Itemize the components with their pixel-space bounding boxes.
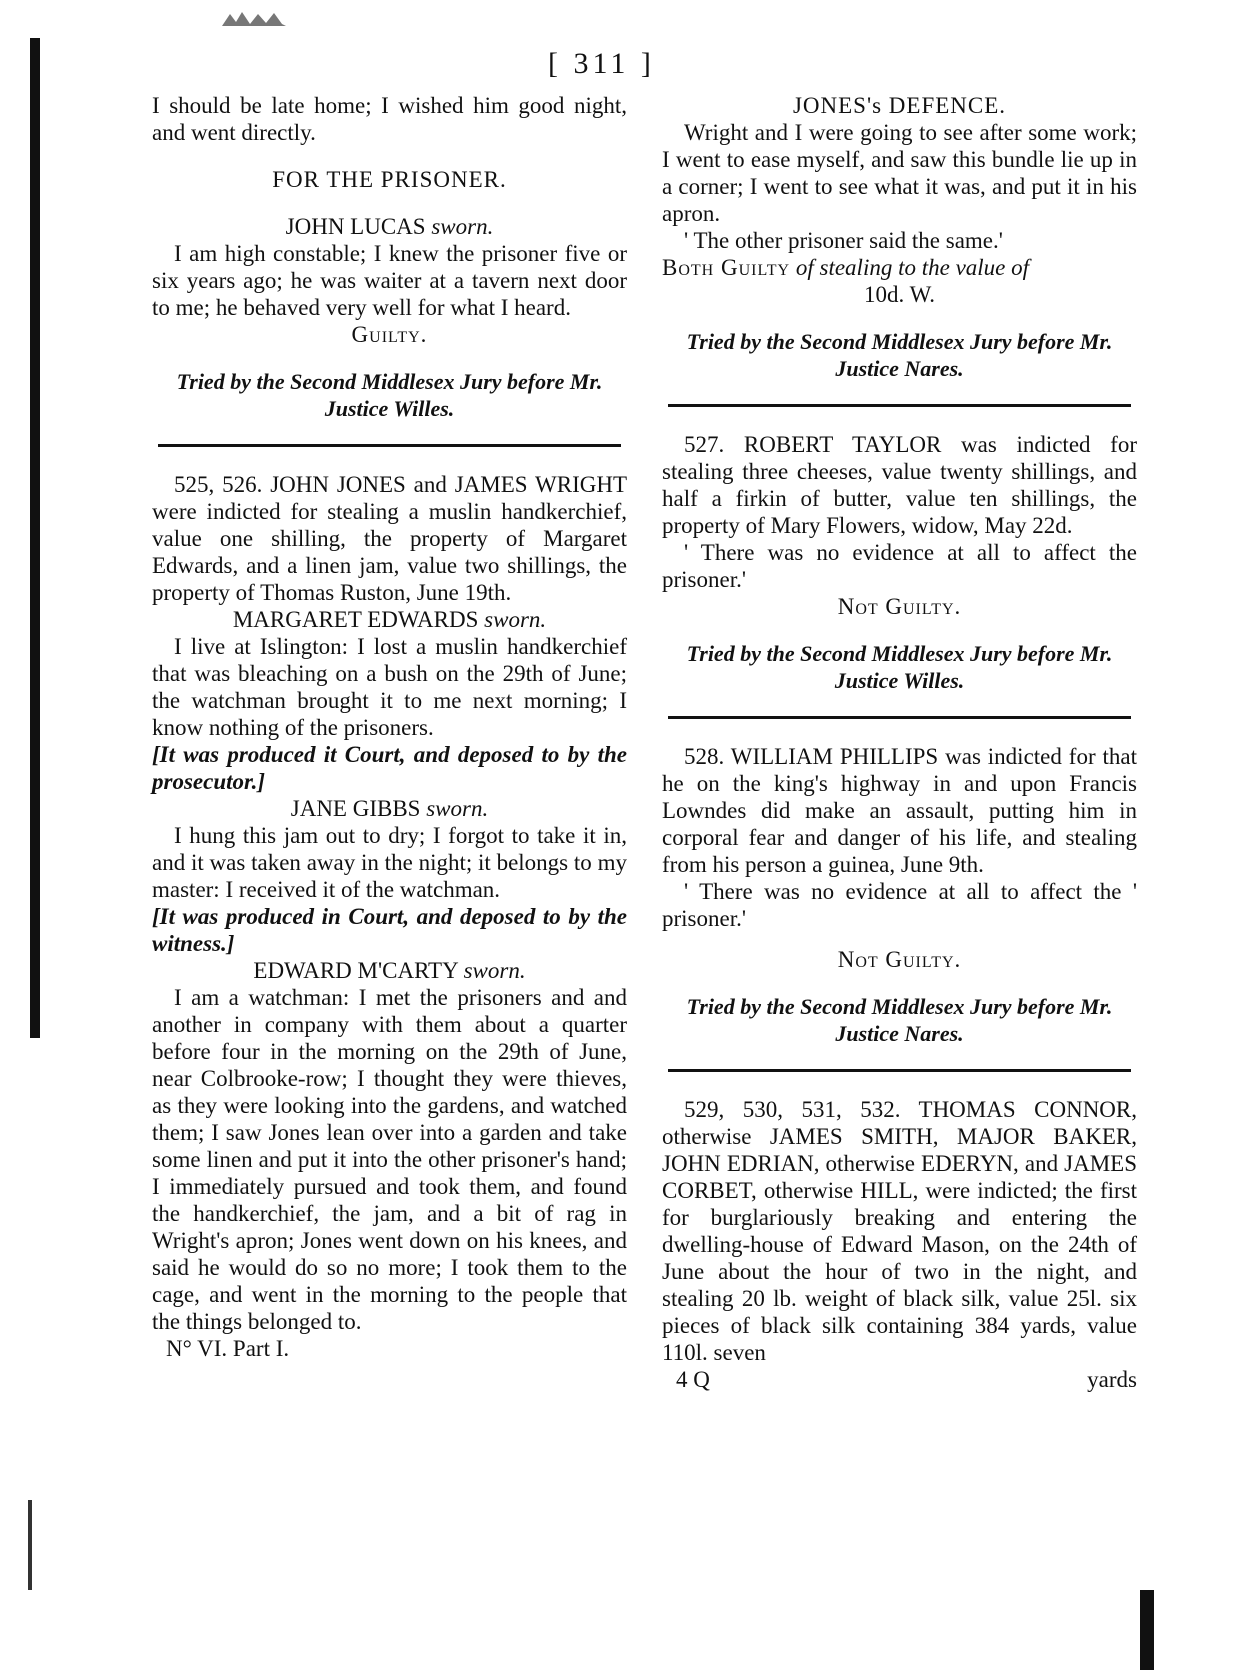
footer-left xyxy=(152,1335,627,1362)
for-prisoner-heading: FOR THE PRISONER. xyxy=(272,167,507,192)
section-divider xyxy=(668,1069,1131,1072)
tried-note-willes: Tried by the Second Middlesex Jury before Mr. Justice Willes. xyxy=(686,641,1113,693)
testimony-gibbs: I hung this jam out to dry; I forgot to take it in, and it was taken away in the night; it belongs to my master: I received it of the watchman. xyxy=(152,823,627,902)
part-label: N° VI. Part I. xyxy=(166,1336,290,1361)
scan-edge-mark xyxy=(28,1500,32,1590)
case-525-526: 525, 526. JOHN JONES and JAMES WRIGHT were indicted for stealing a muslin handkerchief, value one shilling, the property of Margaret Edwards, and a linen jam, value two shillings, the property of Thomas Ruston, June 19th. xyxy=(152,472,627,605)
verdict-both-guilty: Both Guilty of stealing to the value of xyxy=(662,255,1030,280)
section-divider xyxy=(668,404,1131,407)
case-528: 528. WILLIAM PHILLIPS was indicted for that he on the king's highway in and upon Francis Lowndes did make an assault, putting him in corporal fear and danger of his life, and stealing from his person a guinea, June 9th. xyxy=(662,744,1137,877)
verdict-not-guilty: Not Guilty. xyxy=(837,594,962,619)
tried-note-nares: Tried by the Second Middlesex Jury before Mr. Justice Nares. xyxy=(686,994,1113,1046)
witness-mccarty: EDWARD M'CARTY sworn. xyxy=(253,958,526,983)
case-529-532: 529, 530, 531, 532. THOMAS CONNOR, otherwise JAMES SMITH, MAJOR BAKER, JOHN EDRIAN, otherwise EDERYN, and JAMES CORBET, otherwise HILL, were indicted; the first for burglariously breaking and entering the dwelling-house of Edward Mason, on the 24th of June about the hour of two in the night, and stealing 20 lb. weight of black silk, value 25l. six pieces of black silk containing 384 yards, value 110l. seven xyxy=(662,1097,1137,1365)
scan-edge-bar xyxy=(30,38,40,1038)
jones-defence-heading: JONES's DEFENCE. xyxy=(792,93,1007,118)
paragraph-continued: I should be late home; I wished him good night, and went directly. xyxy=(152,93,627,145)
witness-lucas: JOHN LUCAS sworn. xyxy=(285,214,494,239)
verdict-value: 10d. W. xyxy=(864,282,935,307)
section-divider xyxy=(158,444,621,447)
section-divider xyxy=(668,716,1131,719)
edwards-note: [It was produced it Court, and deposed to by the prosecutor.] xyxy=(152,742,627,794)
ornament-stamp-icon xyxy=(220,8,288,30)
verdict-not-guilty: Not Guilty. xyxy=(837,947,962,972)
case-527-quote: ' There was no evidence at all to affect the prisoner.' xyxy=(662,540,1137,592)
testimony-edwards: I live at Islington: I lost a muslin handkerchief that was bleaching on a bush on the 29th of June; the watchman brought it to me next morning; I know nothing of the prisoners. xyxy=(152,634,627,740)
case-528-quote: ' There was no evidence at all to affect the ' prisoner.' xyxy=(662,879,1137,931)
catchword: yards xyxy=(1087,1367,1137,1392)
signature-mark: 4 Q xyxy=(676,1367,710,1392)
page-number: [ 311 ] xyxy=(548,47,655,80)
verdict-guilty: Guilty. xyxy=(351,322,428,347)
testimony-lucas: I am high constable; I knew the prisoner five or six years ago; he was waiter at a tavern next door to me; he behaved very well for what I heard. xyxy=(152,241,627,320)
scan-corner-mark xyxy=(1140,1590,1154,1670)
tried-note-willes: Tried by the Second Middlesex Jury before Mr. Justice Willes. xyxy=(176,369,603,421)
case-527: 527. ROBERT TAYLOR was indicted for stealing three cheeses, value twenty shillings, and half a firkin of butter, value ten shillings, the property of Mary Flowers, widow, May 22d. xyxy=(662,432,1137,538)
defence-quote: ' The other prisoner said the same.' xyxy=(684,228,1003,253)
defence-jones: Wright and I were going to see after some work; I went to ease myself, and saw this bundle lie up in a corner; I went to see what it was, and put it in his apron. xyxy=(662,120,1137,226)
left-column xyxy=(152,92,627,1362)
witness-gibbs: JANE GIBBS sworn. xyxy=(290,796,489,821)
right-column xyxy=(662,92,1137,1393)
testimony-mccarty: I am a watchman: I met the prisoners and and another in company with them about a quarter before four in the morning on the 29th of June, near Colbrooke-row; I thought they were thieves, as they were looking into the gardens, and watched them; I saw Jones lean over into a garden and take some linen and put it into the other prisoner's hand; I immediately pursued and took them, and found the handkerchief, the jam, and a bit of rag in Wright's apron; Jones went down on his knees, and said he would do so no more; I took them to the cage, and went in the morning to the people that the things belonged to. xyxy=(152,985,627,1334)
gibbs-note: [It was produced in Court, and deposed to by the witness.] xyxy=(152,904,627,956)
footer-right xyxy=(662,1366,1137,1393)
tried-note-nares: Tried by the Second Middlesex Jury before Mr. Justice Nares. xyxy=(686,329,1113,381)
witness-edwards: MARGARET EDWARDS sworn. xyxy=(232,607,547,632)
